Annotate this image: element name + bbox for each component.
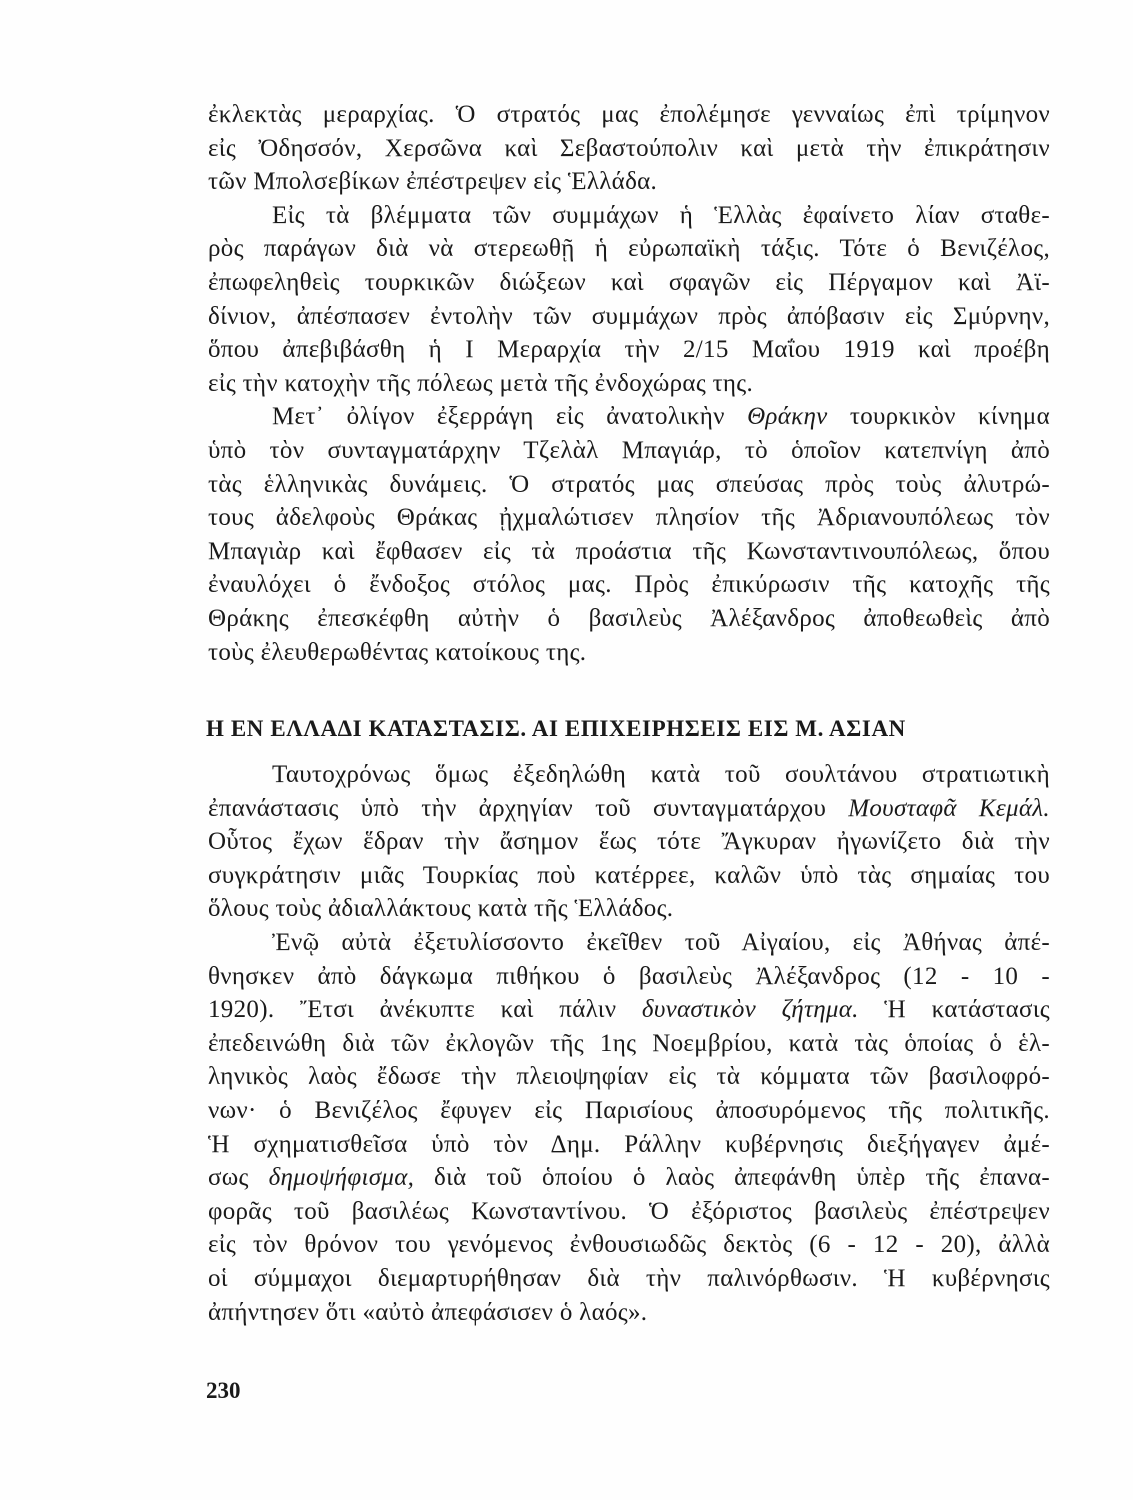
text-line: Οὗτος ἔχων ἕδραν τὴν ἄσημον ἕως τότε Ἄγκυραν ἠγωνίζετο διὰ τὴν xyxy=(208,828,1050,856)
text-line: ρὸς παράγων διὰ νὰ στερεωθῇ ἡ εὐρωπαϊκὴ τάξις. Τότε ὁ Βενιζέλος, xyxy=(208,235,1050,263)
text-line: Ἐνῷ αὐτὰ ἐξετυλίσσοντο ἐκεῖθεν τοῦ Αἰγαίου, εἰς Ἀθήνας ἀπέ- xyxy=(272,928,1050,956)
page-number: 230 xyxy=(206,1378,241,1403)
text-line: τῶν Μπολσεβίκων ἐπέστρεψεν εἰς Ἑλλάδα. xyxy=(208,168,658,196)
text-line xyxy=(208,792,1050,826)
text-line xyxy=(208,400,1050,434)
text-line: θνησκεν ἀπὸ δάγκωμα πιθήκου ὁ βασιλεὺς Ἀλέξανδρος (12 - 10 - xyxy=(208,962,1050,990)
italic-text-run: δυναστικὸν ζήτημα. xyxy=(641,996,859,1024)
text-line: εἰς Ὀδησσόν, Χερσῶνα καὶ Σεβαστούπολιν καὶ μετὰ τὴν ἐπικράτησιν xyxy=(208,134,1050,162)
text-line: ληνικὸς λαὸς ἔδωσε τὴν πλειοψηφίαν εἰς τὰ κόμματα τῶν βασιλοφρό- xyxy=(208,1063,1050,1091)
text-line: οἱ σύμμαχοι διεμαρτυρήθησαν διὰ τὴν παλινόρθωσιν. Ἡ κυβέρνησις xyxy=(208,1264,1050,1292)
paragraph xyxy=(208,98,1050,199)
text-line: Θράκης ἐπεσκέφθη αὐτὴν ὁ βασιλεὺς Ἀλέξανδρος ἀποθεωθεὶς ἀπὸ xyxy=(208,604,1050,632)
text-run: τουρκικὸν κίνημα xyxy=(827,403,1050,431)
text-line: δίνιον, ἀπέσπασεν ἐντολὴν τῶν συμμάχων πρὸς ἀπόβασιν εἰς Σμύρνην, xyxy=(208,302,1050,330)
text-line: ὅλους τοὺς ἀδιαλλάκτους κατὰ τῆς Ἑλλάδος. xyxy=(208,895,674,923)
text-line: ἀπήντησεν ὅτι «αὐτὸ ἀπεφάσισεν ὁ λαός». xyxy=(208,1298,648,1326)
text-line: τὰς ἑλληνικὰς δυνάμεις. Ὁ στρατός μας σπεύσας πρὸς τοὺς ἀλυτρώ- xyxy=(208,470,1050,498)
text-line: νων· ὁ Βενιζέλος ἔφυγεν εἰς Παρισίους ἀποσυρόμενος τῆς πολιτικῆς. xyxy=(208,1096,1050,1124)
text-block-lower xyxy=(208,758,1050,1329)
text-line: ὅπου ἀπεβιβάσθη ἡ Ι Μεραρχία τὴν 2/15 Μαΐου 1919 καὶ προέβη xyxy=(208,336,1050,364)
section-heading: Η ΕΝ ΕΛΛΑΔΙ ΚΑΤΑΣΤΑΣΙΣ. ΑΙ ΕΠΙΧΕΙΡΗΣΕΙΣ ΕΙΣ Μ. ΑΣΙΑΝ xyxy=(206,716,906,741)
paragraph xyxy=(208,199,1050,401)
text-line: Μπαγιὰρ καὶ ἔφθασεν εἰς τὰ προάστια τῆς Κωνσταντινουπόλεως, ὅπου xyxy=(208,537,1050,565)
text-run: σως xyxy=(208,1164,269,1192)
text-run: ἐπανάστασις ὑπὸ τὴν ἀρχηγίαν τοῦ συνταγματάρχου xyxy=(208,794,849,822)
text-line: ἐναυλόχει ὁ ἔνδοξος στόλος μας. Πρὸς ἐπικύρωσιν τῆς κατοχῆς τῆς xyxy=(208,571,1050,599)
text-line: Εἰς τὰ βλέμματα τῶν συμμάχων ἡ Ἑλλὰς ἐφαίνετο λίαν σταθε- xyxy=(272,201,1050,229)
text-run: Ἡ κατάστασις xyxy=(858,996,1050,1024)
text-run: Μετ᾽ ὀλίγον ἐξερράγη εἰς ἀνατολικὴν xyxy=(272,403,748,431)
text-line xyxy=(208,993,1050,1027)
text-line: εἰς τὸν θρόνον του γενόμενος ἐνθουσιωδῶς δεκτὸς (6 - 12 - 20), ἀλλὰ xyxy=(208,1231,1050,1259)
text-line xyxy=(208,1161,1050,1195)
text-line: Ταυτοχρόνως ὅμως ἐξεδηλώθη κατὰ τοῦ σουλτάνου στρατιωτικὴ xyxy=(272,761,1050,788)
text-line: ἐκλεκτὰς μεραρχίας. Ὁ στρατός μας ἐπολέμησε γενναίως ἐπὶ τρίμηνον xyxy=(208,101,1050,128)
paragraph xyxy=(208,400,1050,669)
paragraph xyxy=(208,926,1050,1329)
italic-text-run: Θράκην xyxy=(747,403,828,431)
text-line: Ἡ σχηματισθεῖσα ὑπὸ τὸν Δημ. Ράλλην κυβέρνησις διεξήγαγεν ἀμέ- xyxy=(208,1130,1050,1158)
text-line: συγκράτησιν μιᾶς Τουρκίας ποὺ κατέρρεε, καλῶν ὑπὸ τὰς σημαίας του xyxy=(208,861,1050,889)
text-line: τοὺς ἐλευθερωθέντας κατοίκους της. xyxy=(208,638,587,666)
text-block-upper xyxy=(208,98,1050,669)
text-line: τους ἀδελφοὺς Θράκας ᾐχμαλώτισεν πλησίον τῆς Ἀδριανουπόλεως τὸν xyxy=(208,504,1050,532)
text-line: ὑπὸ τὸν συνταγματάρχην Τζελὰλ Μπαγιάρ, τὸ ὁποῖον κατεπνίγη ἀπὸ xyxy=(208,436,1050,464)
text-run: διὰ τοῦ ὁποίου ὁ λαὸς ἀπεφάνθη ὑπὲρ τῆς ἐπανα- xyxy=(414,1164,1050,1192)
paragraph xyxy=(208,758,1050,926)
text-line: φορᾶς τοῦ βασιλέως Κωνσταντίνου. Ὁ ἐξόριστος βασιλεὺς ἐπέστρεψεν xyxy=(208,1197,1050,1225)
italic-text-run: Μουσταφᾶ Κεμάλ. xyxy=(848,794,1050,822)
text-line: εἰς τὴν κατοχὴν τῆς πόλεως μετὰ τῆς ἐνδοχώρας της. xyxy=(208,369,754,397)
text-line: ἐπεδεινώθη διὰ τῶν ἐκλογῶν τῆς 1ης Νοεμβρίου, κατὰ τὰς ὁποίας ὁ ἑλ- xyxy=(208,1029,1050,1057)
text-run: 1920). Ἔτσι ἀνέκυπτε καὶ πάλιν xyxy=(208,996,642,1024)
text-line: ἐπωφεληθεὶς τουρκικῶν διώξεων καὶ σφαγῶν εἰς Πέργαμον καὶ Ἀϊ- xyxy=(208,268,1050,296)
italic-text-run: δημοψήφισμα, xyxy=(268,1164,415,1192)
